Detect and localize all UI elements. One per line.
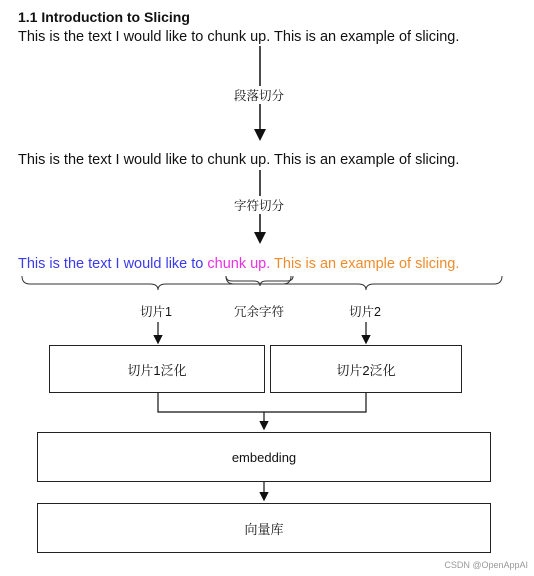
vector-store-label: 向量库	[244, 521, 284, 537]
chunk2-generalize-box	[270, 345, 462, 393]
vector-store-box	[37, 503, 491, 553]
chunk2-label: 切片2	[348, 302, 382, 320]
paragraph-sentence: This is the text I would like to chunk up. This is an example of slicing.	[18, 152, 460, 168]
chunk2-generalize-label: 切片2泛化	[336, 362, 396, 378]
segment-chunk2-only: This is an example of slicing.	[270, 256, 460, 272]
embedding-box	[37, 432, 491, 482]
chunk1-label: 切片1	[139, 302, 173, 320]
segment-overlap: chunk up.	[207, 256, 271, 272]
character-split-label: 字符切分	[233, 196, 285, 214]
watermark: CSDN @OpenAppAI	[444, 560, 528, 570]
overlap-label: 冗余字符	[233, 302, 285, 320]
section-heading: 1.1 Introduction to Slicing	[18, 9, 190, 25]
colored-sentence	[18, 256, 459, 272]
chunk1-generalize-label: 切片1泛化	[127, 362, 187, 378]
embedding-label: embedding	[231, 449, 297, 465]
chunk1-generalize-box	[49, 345, 265, 393]
brace-chunk2	[226, 276, 502, 290]
segment-chunk1-only: This is the text I would like to	[18, 256, 208, 272]
source-sentence: This is the text I would like to chunk up. This is an example of slicing.	[18, 29, 460, 45]
brace-chunk1	[22, 276, 291, 290]
paragraph-split-label: 段落切分	[233, 86, 285, 104]
merge-line	[158, 393, 366, 412]
